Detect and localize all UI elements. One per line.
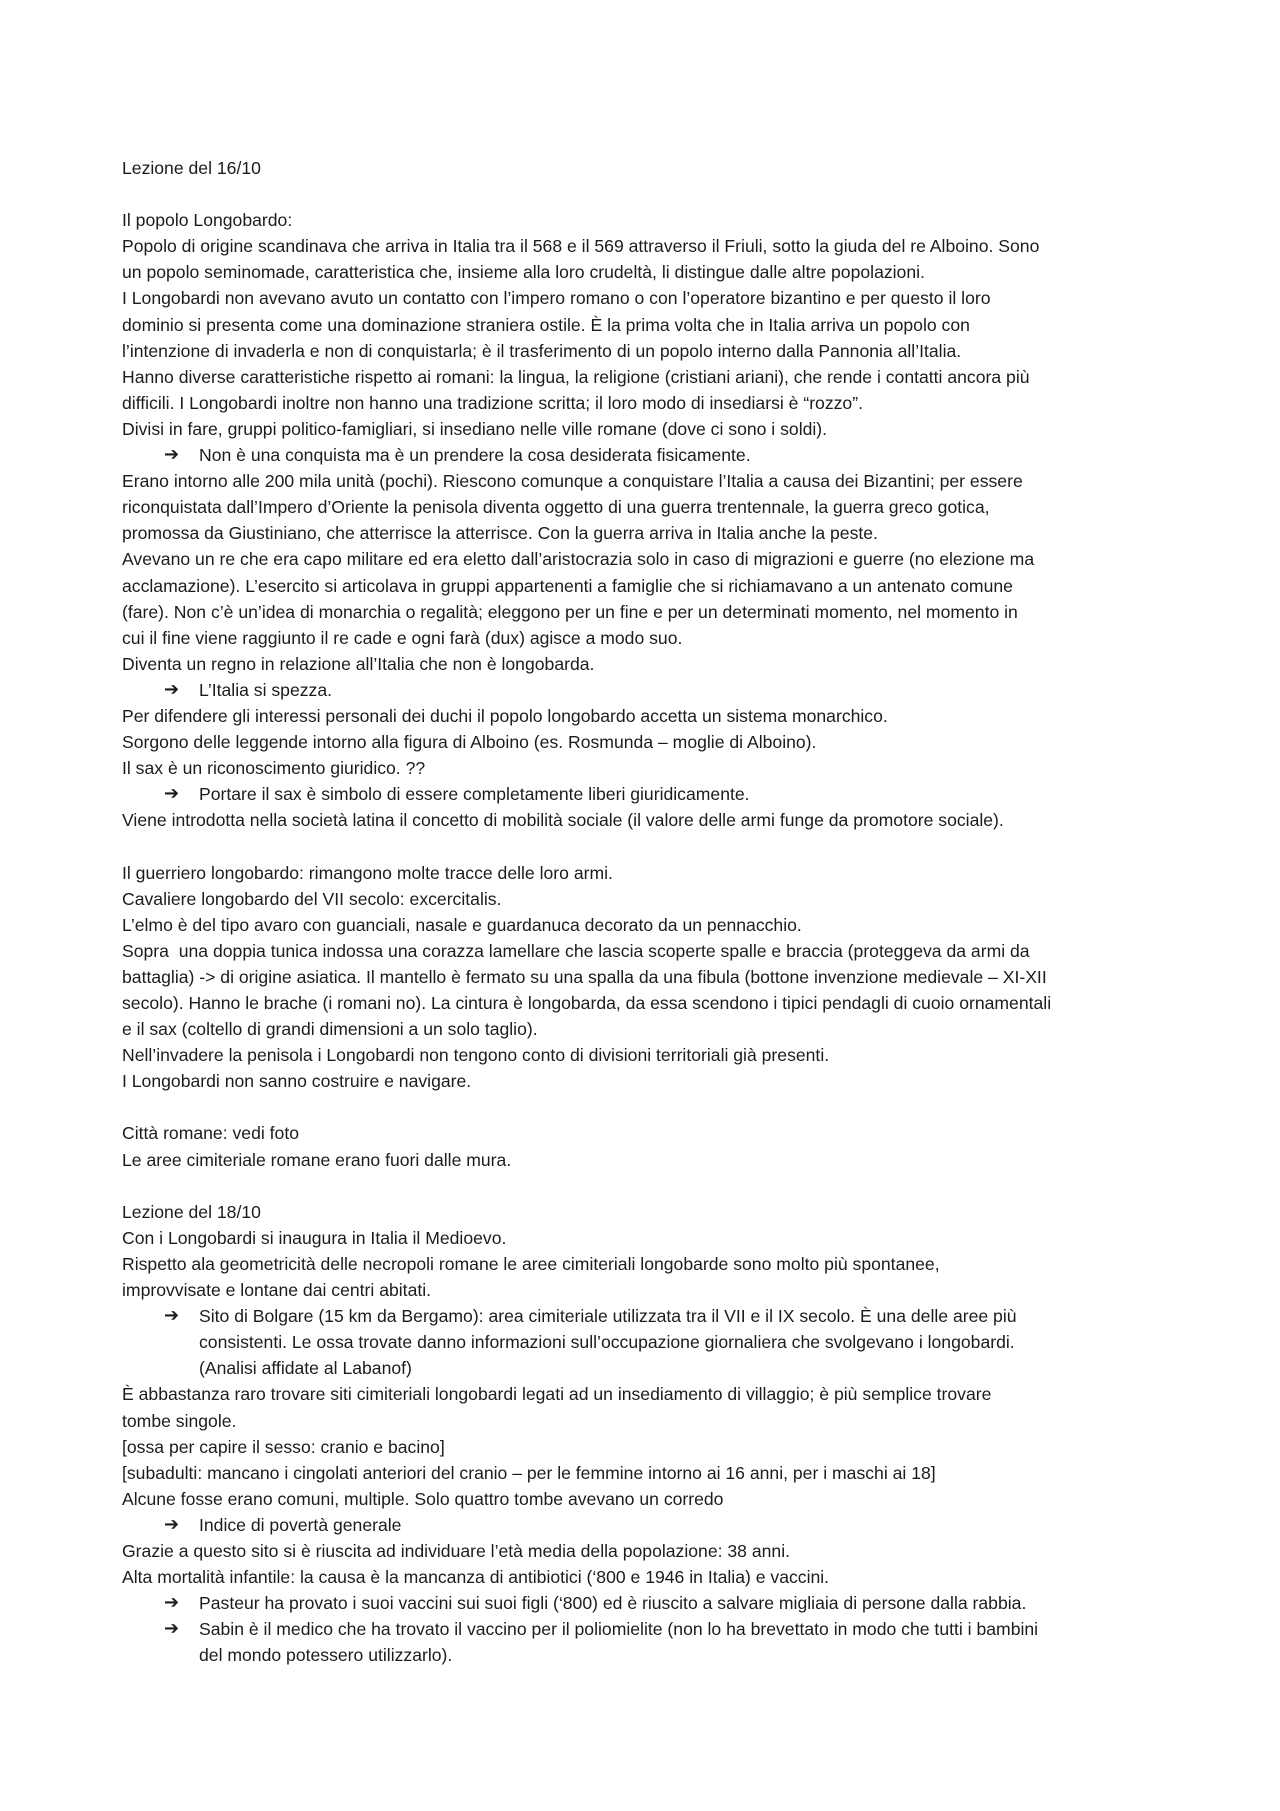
blank-line [122,1094,1172,1120]
bullet-text: del mondo potessero utilizzarlo). [199,1645,453,1666]
right-arrow-icon: ➔ [164,444,180,466]
document-page [122,155,1172,1668]
bullet-text: Sito di Bolgare (15 km da Bergamo): area cimiteriale utilizzata tra il VII e il IX secolo. È una delle aree più [199,1306,1017,1327]
blank-line [122,1173,1172,1199]
right-arrow-icon: ➔ [164,1513,180,1535]
text-line: I Longobardi non avevano avuto un contatto con l’impero romano o con l’operatore bizantino e per questo il loro [122,288,991,309]
text-line: acclamazione). L’esercito si articolava in gruppi appartenenti a famiglie che si richiamavano a un antenato comune [122,575,1013,596]
text-line: (fare). Non c’è un’idea di monarchia o regalità; eleggono per un fine e per un determinati momento, nel momento in [122,601,1018,622]
bullet-item [122,1512,1172,1538]
text-line: [subadulti: mancano i cingolati anteriori del cranio – per le femmine intorno ai 16 anni, per i maschi ai 18] [122,1462,936,1483]
text-line: Le aree cimiteriale romane erano fuori dalle mura. [122,1149,512,1170]
bullet-text: consistenti. Le ossa trovate danno informazioni sull’occupazione giornaliera che svolgevano i longobardi. [199,1332,1015,1353]
right-arrow-icon: ➔ [164,1592,180,1614]
right-arrow-icon: ➔ [164,678,180,700]
text-line: Hanno diverse caratteristiche rispetto ai romani: la lingua, la religione (cristiani ariani), che rende i contatti ancora più [122,366,1030,387]
bullet-item [122,1590,1172,1616]
right-arrow-icon: ➔ [164,1618,180,1640]
text-line: [ossa per capire il sesso: cranio e bacino] [122,1436,445,1457]
text-line: l’intenzione di invaderla e non di conquistarla; è il trasferimento di un popolo interno dalla Pannonia all’Italia. [122,340,962,361]
right-arrow-icon: ➔ [164,783,180,805]
text-line: Erano intorno alle 200 mila unità (pochi). Riescono comunque a conquistare l’Italia a causa dei Bizantini; per essere [122,471,1023,492]
text-line: Lezione del 16/10 [122,158,261,178]
text-line: improvvisate e lontane dai centri abitati. [122,1280,432,1301]
text-line: Il popolo Longobardo: [122,210,293,231]
text-line: Alta mortalità infantile: la causa è la mancanza di antibiotici (‘800 e 1946 in Italia) e vaccini. [122,1567,830,1588]
bullet-item [122,1303,1172,1381]
text-line: Con i Longobardi si inaugura in Italia il Medioevo. [122,1227,507,1248]
text-line: cui il fine viene raggiunto il re cade e ogni farà (dux) agisce a modo suo. [122,627,683,648]
right-arrow-icon: ➔ [164,1305,180,1327]
bullet-text: Sabin è il medico che ha trovato il vaccino per il poliomielite (non lo ha brevettato in modo che tutti i bambini [199,1619,1039,1640]
text-line: Sopra una doppia tunica indossa una corazza lamellare che lascia scoperte spalle e braccia (proteggeva da armi da [122,940,1030,961]
text-line: Il guerriero longobardo: rimangono molte tracce delle loro armi. [122,862,613,883]
bullet-text: Indice di povertà generale [199,1514,402,1535]
text-line: Per difendere gli interessi personali dei duchi il popolo longobardo accetta un sistema monarchico. [122,705,888,726]
bullet-text: Pasteur ha provato i suoi vaccini sui suoi figli (‘800) ed è riuscito a salvare migliaia di persone dalla rabbia. [199,1593,1027,1614]
text-line: battaglia) -> di origine asiatica. Il mantello è fermato su una spalla da una fibula (bottone invenzione medievale – XI-XII [122,966,1047,987]
text-line: promossa da Giustiniano, che atterrisce la atterrisce. Con la guerra arriva in Italia anche la peste. [122,523,878,544]
text-line: Divisi in fare, gruppi politico-famigliari, si insediano nelle ville romane (dove ci sono i soldi). [122,418,828,439]
text-line: Diventa un regno in relazione all’Italia che non è longobarda. [122,653,595,674]
text-line: Cavaliere longobardo del VII secolo: excercitalis. [122,888,502,909]
bullet-text: (Analisi affidate al Labanof) [199,1358,412,1379]
text-line: dominio si presenta come una dominazione straniera ostile. È la prima volta che in Italia arriva un popolo con [122,314,970,335]
blank-line [122,833,1172,859]
text-line: secolo). Hanno le brache (i romani no). La cintura è longobarda, da essa scendono i tipici pendagli di cuoio ornamentali [122,993,1052,1013]
text-line: I Longobardi non sanno costruire e navigare. [122,1071,472,1092]
text-line: Nell’invadere la penisola i Longobardi non tengono conto di divisioni territoriali già presenti. [122,1045,830,1066]
text-line: Rispetto ala geometricità delle necropoli romane le aree cimiteriali longobarde sono molto più spontanee, [122,1253,940,1274]
text-line: Lezione del 18/10 [122,1201,261,1222]
bullet-text: Portare il sax è simbolo di essere completamente liberi giuridicamente. [199,784,750,805]
text-line: Alcune fosse erano comuni, multiple. Solo quattro tombe avevano un corredo [122,1488,724,1509]
text-line: Popolo di origine scandinava che arriva in Italia tra il 568 e il 569 attraverso il Friuli, sotto la giuda del re Alboino. Sono [122,236,1040,257]
text-line: e il sax (coltello di grandi dimensioni a un solo taglio). [122,1019,538,1040]
text-line: riconquistata dall’Impero d’Oriente la penisola diventa oggetto di una guerra trentennale, la guerra greco gotica, [122,497,990,518]
text-line: Avevano un re che era capo militare ed era eletto dall’aristocrazia solo in caso di migrazioni e guerre (no elezione ma [122,549,1035,570]
text-line: Viene introdotta nella società latina il concetto di mobilità sociale (il valore delle armi funge da promotore sociale). [122,810,1004,831]
text-line: tombe singole. [122,1410,237,1431]
bullet-item [122,1616,1172,1668]
bullet-text: L’Italia si spezza. [199,679,333,700]
bullet-item [122,442,1172,468]
text-line: Grazie a questo sito si è riuscita ad individuare l’età media della popolazione: 38 anni. [122,1540,790,1561]
text-line: L’elmo è del tipo avaro con guanciali, nasale e guardanuca decorato da un pennacchio. [122,914,802,935]
text-line: Sorgono delle leggende intorno alla figura di Alboino (es. Rosmunda – moglie di Alboino). [122,732,817,753]
bullet-text: Non è una conquista ma è un prendere la cosa desiderata fisicamente. [199,445,751,466]
text-line: Il sax è un riconoscimento giuridico. ?? [122,758,426,779]
text-line: un popolo seminomade, caratteristica che, insieme alla loro crudeltà, li distingue dalle altre popolazioni. [122,262,925,283]
text-line: difficili. I Longobardi inoltre non hanno una tradizione scritta; il loro modo di insediarsi è “rozzo”. [122,392,863,413]
bullet-item [122,781,1172,807]
text-line: È abbastanza raro trovare siti cimiteriali longobardi legati ad un insediamento di villaggio; è più semplice trovare [122,1384,992,1405]
blank-line [122,181,1172,207]
text-line: Città romane: vedi foto [122,1123,300,1144]
bullet-item [122,677,1172,703]
